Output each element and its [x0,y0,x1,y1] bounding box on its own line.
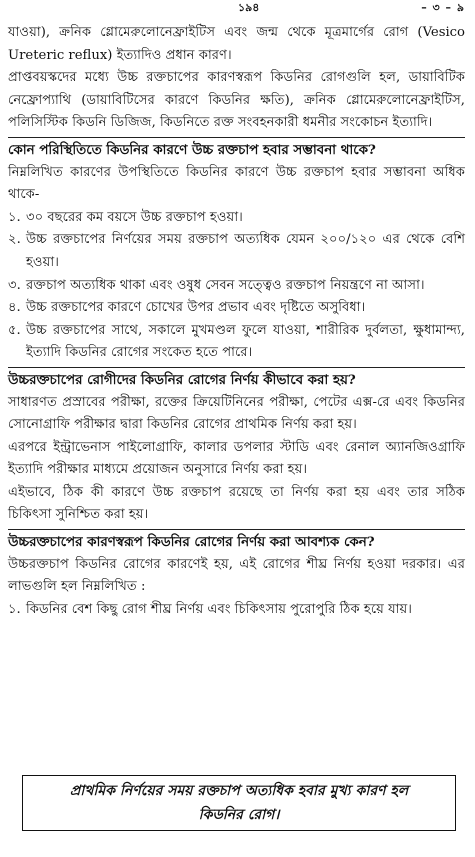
list-item-number: ৩. [8,277,21,293]
section3-list [8,599,465,622]
list-item-text: ৩০ বছরের কম বয়সে উচ্চ রক্তচাপ হওয়া। [26,209,243,225]
intro-paragraph-1: যাওয়া), ক্রনিক গ্লোমেরুলোনেফ্রাইটিস এবং জন্ম থেকে মূত্রমার্গের রোগ (Vesico Ureteric reflux) ইত্যাদিও প্রধান কারণ। [8,25,465,63]
section-divider [8,137,465,138]
section1-heading: কোন পরিস্থিতিতে কিডনির কারণে উচ্চ রক্তচাপ হবার সম্ভাবনা থাকে? [8,141,376,158]
list-item-number: ২. [8,232,21,248]
page-number: ১৯৪ [238,1,260,14]
list-item [8,297,465,320]
section3-heading: উচ্চরক্তচাপের কারণস্বরূপ কিডনির রোগের নির্ণয় করা আবশ্যক কেন? [8,534,375,551]
section1-list [8,207,465,365]
page-header [8,0,465,22]
list-item [8,275,465,298]
list-item [8,599,465,622]
list-item-text: উচ্চ রক্তচাপের সাথে, সকালে মুখমণ্ডল ফুলে যাওয়া, শারীরিক দুর্বলতা, ক্ষুধামান্দ্য, ইত্যাদি কিডনির রোগের সংকেত হতে পারে। [26,322,465,361]
callout-box [22,775,456,831]
list-item [8,229,465,274]
section2-paragraph-1: সাধারণত প্রস্রাবের পরীক্ষা, রক্তের ক্রিয়েটিনিনের পরীক্ষা, পেটের এক্স-রে এবং কিডনির সোনোগ্রাফি পরীক্ষার দ্বারা কিডনির রোগের প্রাথমিক নির্ণয় করা হয়। [8,394,465,433]
list-item-number: ৫. [8,322,21,338]
section-divider [8,529,465,530]
section-divider [8,367,465,368]
section2-heading: উচ্চরক্তচাপের রোগীদের কিডনির রোগের নির্ণয় কীভাবে করা হয়? [8,371,356,388]
section2-paragraph-2: এরপরে ইন্ট্রাভেনাস পাইলোগ্রাফি, কালার ডপলার স্টাডি এবং রেনাল অ্যানজিওগ্রাফি ইত্যাদি পরীক্ষার মাধ্যমে প্রয়োজন অনুসারে নির্ণয় করা হয়। [8,439,465,478]
callout-text: প্রাথমিক নির্ণয়ের সময় রক্তচাপ অত্যধিক হবার মুখ্য কারণ হল কিডনির রোগ। [69,783,409,823]
list-item-text: উচ্চ রক্তচাপের নির্ণয়ের সময় রক্তচাপ অত্যধিক যেমন ২০০/১২০ এর থেকে বেশি হওয়া। [26,232,465,270]
list-item-number: ১. [8,209,21,225]
list-item-text: কিডনির বেশ কিছু রোগ শীঘ্র নির্ণয় এবং চিকিৎসায় পুরোপুরি ঠিক হয়ে যায়। [26,601,412,617]
list-item-text: উচ্চ রক্তচাপের কারণে চোখের উপর প্রভাব এবং দৃষ্টিতে অসুবিধা। [26,300,366,316]
section1-lead: নিম্নলিখিত কারণের উপস্থিতিতে কিডনির কারণে উচ্চ রক্তচাপ হবার সম্ভাবনা অধিক থাকে- [8,164,465,203]
header-mark: – ৩ – ৯ [421,1,465,14]
list-item [8,320,465,365]
list-item-number: ১. [8,601,21,617]
section3-lead: উচ্চরক্তচাপ কিডনির রোগের কারণেই হয়, এই রোগের শীঘ্র নির্ণয় হওয়া দরকার। এর লাভগুলি হল নিম্নলিখিত : [8,556,465,595]
list-item [8,207,465,230]
list-item-number: ৪. [8,300,21,316]
section2-paragraph-3: এইভাবে, ঠিক কী কারণে উচ্চ রক্তচাপ রয়েছে তা নির্ণয় করা হয় এবং তার সঠিক চিকিৎসা সুনিশ্চিত করা হয়। [8,484,465,523]
intro-paragraph-2: প্রাপ্তবয়স্কদের মধ্যে উচ্চ রক্তচাপের কারণস্বরূপ কিডনির রোগগুলি হল, ডায়াবিটিক নেফ্রোপ্যাথি (ডায়াবিটিসের কারণে কিডনির ক্ষতি), ক্রনিক গ্লোমেরুলোনেফ্রাইটিস, পলিসিস্টিক কিডনি ডিজিজ, কিডনিতে রক্ত সংবহনকারী ধমনীর সংকোচন ইত্যাদি। [8,70,465,131]
list-item-text: রক্তচাপ অত্যধিক থাকা এবং ওষুধ সেবন সত্ত্বেও রক্তচাপ নিয়ন্ত্রণে না আসা। [26,277,425,293]
